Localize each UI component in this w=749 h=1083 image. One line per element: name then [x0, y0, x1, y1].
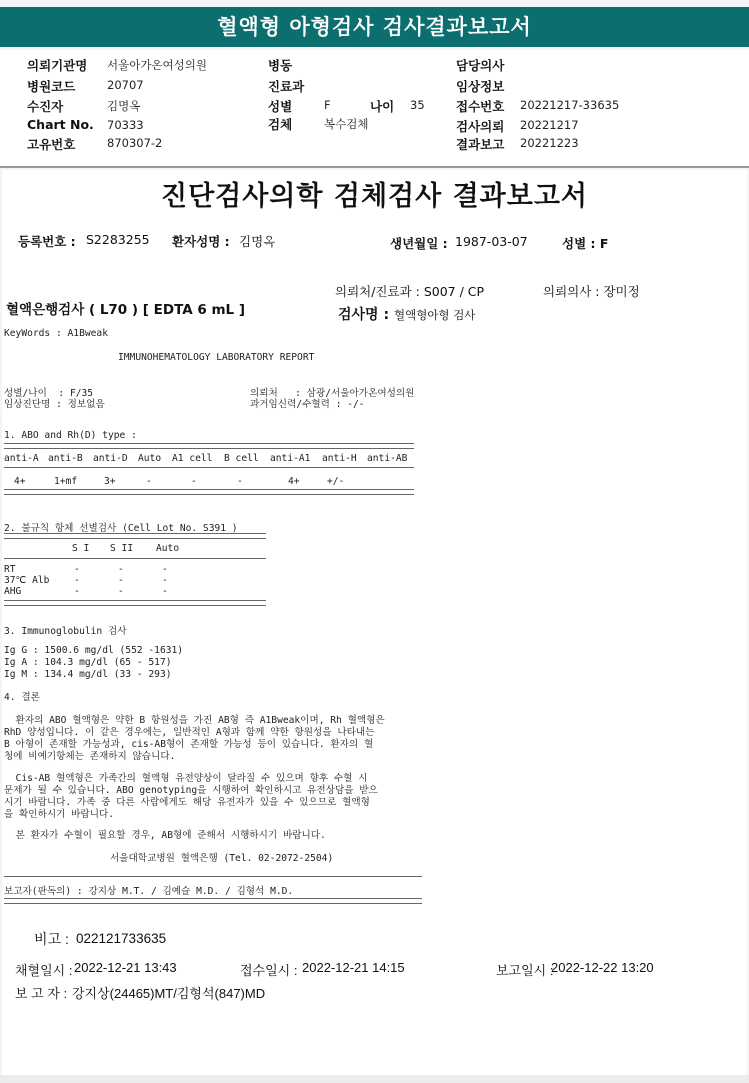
chart-no-value: 70333 — [107, 118, 144, 132]
ig-a: Ig A : 104.3 mg/dl (65 - 517) — [4, 657, 172, 668]
receipt-no-value: 20221217-33635 — [520, 98, 620, 112]
abo-section-title: 1. ABO and Rh(D) type : — [4, 430, 137, 441]
conclusion-line: 문제가 될 수 있습니다. ABO genotyping을 시행하여 확인하시고 유전상담을 받으 — [4, 785, 378, 796]
reporters: 보고자(판독의) : 강지상 M.T. / 김예슬 M.D. / 김형석 M.D. — [4, 886, 294, 897]
screen-row-ahg: AHG — [4, 586, 22, 597]
abo-header-anti-b: anti-B — [48, 453, 83, 464]
lab-report-title: IMMUNOHEMATOLOGY LABORATORY REPORT — [118, 352, 315, 363]
conclusion-line: Cis-AB 혈액형은 가족간의 혈액형 유전양상이 달라질 수 있으며 향후 수혈 시 — [4, 773, 368, 784]
screen-cell: - — [118, 586, 124, 597]
screen-header-s1: S I — [72, 543, 90, 554]
hospital-code-label: 병원코드 — [27, 79, 76, 94]
reporter-label: 보 고 자 : — [15, 986, 68, 1001]
sex-value: F — [324, 98, 331, 112]
ig-m: Ig M : 134.4 mg/dl (33 - 293) — [4, 669, 172, 680]
age-label: 나이 — [370, 99, 395, 114]
screen-header-auto: Auto — [156, 543, 180, 554]
reporter-top-rule — [4, 876, 422, 877]
screen-mid-rule — [4, 558, 266, 559]
abo-value-anti-d: 3+ — [104, 476, 116, 487]
reg-no-label: 등록번호 : — [18, 234, 76, 249]
institution-label: 의뢰기관명 — [27, 58, 88, 73]
abo-value-anti-a: 4+ — [14, 476, 26, 487]
reporter-bottom-rule — [4, 898, 422, 904]
ig-section-title: 3. Immunoglobulin 검사 — [4, 626, 127, 637]
abo-header-anti-a1: anti-A1 — [270, 453, 311, 464]
abo-header-anti-ab: anti-AB — [367, 453, 408, 464]
report-banner: 혈액형 아형검사 검사결과보고서 — [0, 7, 749, 47]
receipt-no-label: 접수번호 — [456, 99, 505, 114]
sex-age: 성별/나이 : F/35 — [4, 388, 94, 399]
report-sex: 성별 : F — [562, 236, 609, 251]
conclusion-line: 환자의 ABO 혈액형은 약한 B 항원성을 가진 AB형 즉 A1Bweak이며, Rh 혈액형은 — [4, 715, 385, 726]
institution-value: 서울아가온여성의원 — [107, 58, 207, 72]
screen-top-rule — [4, 533, 266, 539]
department-label: 진료과 — [268, 79, 305, 94]
abo-bottom-rule — [4, 489, 414, 495]
abo-value-auto: - — [146, 476, 152, 487]
abo-value-anti-b: 1+mf — [54, 476, 78, 487]
requester-dept: 의뢰처/진료과 : S007 / CP — [335, 284, 485, 299]
screen-cell: - — [74, 586, 80, 597]
patient-name-label: 환자성명 : — [172, 234, 230, 249]
receive-label: 접수일시 : — [240, 963, 298, 978]
chart-no-label: Chart No. — [27, 117, 94, 132]
patient-label: 수진자 — [27, 99, 64, 114]
conclusion-line: 을 확인하시기 바랍니다. — [4, 809, 115, 820]
birth-label: 생년월일 : — [390, 236, 448, 251]
abo-header-anti-h: anti-H — [322, 453, 357, 464]
abo-value-b-cell: - — [237, 476, 243, 487]
blood-bank-contact: 서울대학교병원 혈액은행 (Tel. 02-2072-2504) — [110, 853, 334, 864]
clinical-dx: 임상진단명 : 정보없음 — [4, 399, 105, 410]
ward-label: 병동 — [268, 58, 293, 73]
birth-value: 1987-03-07 — [455, 234, 528, 249]
report-time-value: 2022-12-22 13:20 — [551, 960, 654, 975]
ig-g: Ig G : 1500.6 mg/dl (552 -1631) — [4, 645, 184, 656]
requester: 의뢰처 : 삼광/서울아가온여성의원 — [250, 388, 415, 399]
screen-cell: - — [162, 586, 168, 597]
unique-id-value: 870307-2 — [107, 136, 163, 150]
remark-value: 022121733635 — [76, 931, 167, 946]
page-bottom-edge — [0, 1075, 749, 1083]
report-time-label: 보고일시 : — [496, 963, 554, 978]
screen-row-rt: RT — [4, 564, 16, 575]
unique-id-label: 고유번호 — [27, 137, 76, 152]
reporter-value: 강지상(24465)MT/김형석(847)MD — [72, 986, 266, 1001]
reg-no-value: S2283255 — [86, 232, 150, 247]
receive-value: 2022-12-21 14:15 — [302, 960, 405, 975]
collect-label: 채혈일시 : — [15, 963, 73, 978]
abo-value-anti-a1: 4+ — [288, 476, 300, 487]
report-title: 진단검사의학 검체검사 결과보고서 — [160, 181, 589, 212]
conclusion-line: RhD 양성입니다. 이 같은 경우에는, 일반적인 A형과 함께 약한 항원성을 나타내는 — [4, 727, 375, 738]
patient-name-value: 김명옥 — [239, 234, 276, 249]
keywords: KeyWords : A1Bweak — [4, 328, 108, 339]
conclusion-line: B 아형이 존재할 가능성과, cis-AB형이 존재할 가능성 등이 있습니다. 환자의 혈 — [4, 739, 374, 750]
result-date-value: 20221223 — [520, 136, 579, 150]
screen-section-title: 2. 불규칙 항체 선별검사 (Cell Lot No. S391 ) — [4, 523, 238, 534]
clinical-info-label: 임상정보 — [456, 79, 505, 94]
specimen-value: 복수검체 — [324, 117, 369, 131]
screen-cell: - — [74, 564, 80, 575]
test-name-label: 검사명 : — [338, 307, 390, 323]
abo-header-anti-d: anti-D — [93, 453, 128, 464]
conclusion-line: 시기 바랍니다. 가족 중 다른 사람에게도 해당 유전자가 있을 수 있으므로 혈액형 — [4, 797, 370, 808]
collect-value: 2022-12-21 13:43 — [74, 960, 177, 975]
screen-bottom-rule — [4, 600, 266, 606]
requester-doctor: 의뢰의사 : 장미정 — [543, 284, 640, 299]
conclusion-line: 청에 비예기항체는 존재하지 않습니다. — [4, 751, 176, 762]
age-value: 35 — [410, 98, 425, 112]
request-date-label: 검사의뢰 — [456, 119, 505, 134]
abo-header-anti-a: anti-A — [4, 453, 39, 464]
screen-header-s2: S II — [110, 543, 134, 554]
history: 과거임신력/수혈력 : -/- — [250, 399, 365, 410]
abo-top-rule — [4, 443, 414, 449]
doctor-label: 담당의사 — [456, 58, 505, 73]
abo-header-a1-cell: A1 cell — [172, 453, 213, 464]
abo-value-a1-cell: - — [191, 476, 197, 487]
screen-cell: - — [162, 564, 168, 575]
abo-mid-rule — [4, 467, 414, 468]
screen-cell: - — [74, 575, 80, 586]
request-date-value: 20221217 — [520, 118, 579, 132]
patient-info-panel — [0, 50, 749, 166]
sex-label: 성별 — [268, 99, 293, 114]
specimen-label: 검체 — [268, 117, 293, 132]
divider — [0, 166, 749, 168]
remark-label: 비고 : — [34, 931, 69, 947]
conclusion-title: 4. 결론 — [4, 692, 40, 703]
test-name: 혈액형아형 검사 — [394, 308, 476, 322]
result-date-label: 결과보고 — [456, 137, 505, 152]
screen-cell: - — [118, 575, 124, 586]
report-document — [2, 170, 747, 1075]
screen-cell: - — [118, 564, 124, 575]
abo-value-anti-h: +/- — [327, 476, 345, 487]
abo-header-b-cell: B cell — [224, 453, 259, 464]
patient-value: 김명옥 — [107, 99, 141, 113]
screen-cell: - — [162, 575, 168, 586]
conclusion-line: 본 환자가 수혈이 필요할 경우, AB형에 준해서 시행하시기 바랍니다. — [4, 830, 326, 841]
test-code: 혈액은행검사 ( L70 ) [ EDTA 6 mL ] — [6, 302, 246, 318]
abo-header-auto: Auto — [138, 453, 162, 464]
hospital-code-value: 20707 — [107, 78, 144, 92]
screen-row-37c: 37℃ Alb — [4, 575, 50, 586]
